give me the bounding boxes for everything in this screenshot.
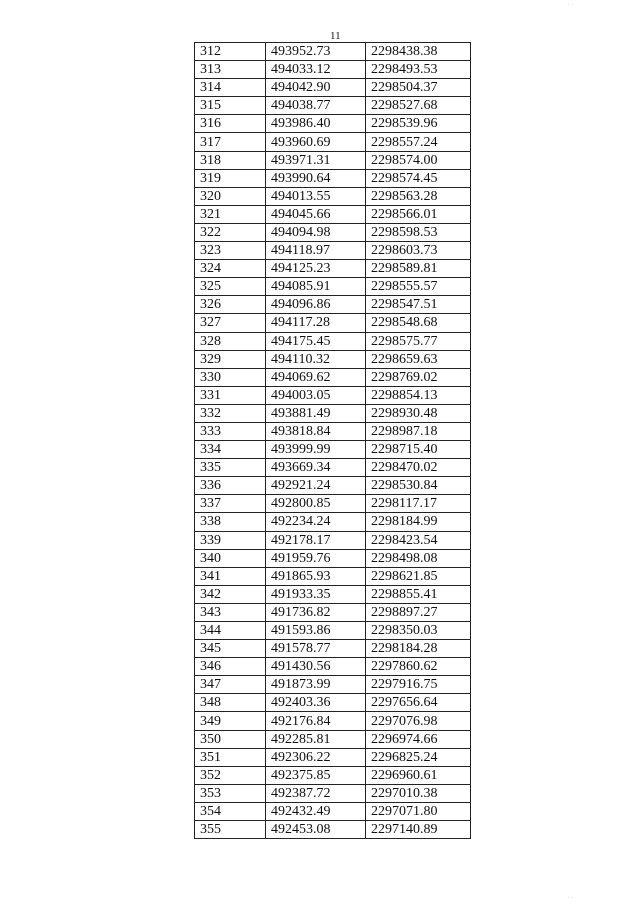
- y-coordinate-cell: 2298117.17: [366, 495, 471, 513]
- y-coordinate-cell: 2297140.89: [366, 821, 471, 839]
- y-coordinate-cell: 2296960.61: [366, 766, 471, 784]
- x-coordinate-cell: 492403.36: [266, 694, 366, 712]
- point-number-cell: 352: [195, 766, 266, 784]
- y-coordinate-cell: 2298589.81: [366, 260, 471, 278]
- x-coordinate-cell: 493669.34: [266, 459, 366, 477]
- point-number-cell: 320: [195, 187, 266, 205]
- x-coordinate-cell: 494110.32: [266, 350, 366, 368]
- point-number-cell: 348: [195, 694, 266, 712]
- table-row: [195, 585, 471, 603]
- table-row: [195, 97, 471, 115]
- table-row: [195, 459, 471, 477]
- x-coordinate-cell: 493960.69: [266, 133, 366, 151]
- x-coordinate-cell: 493881.49: [266, 404, 366, 422]
- page-number: 11: [330, 30, 341, 42]
- table-row: [195, 332, 471, 350]
- y-coordinate-cell: 2298987.18: [366, 422, 471, 440]
- y-coordinate-cell: 2298498.08: [366, 549, 471, 567]
- point-number-cell: 342: [195, 585, 266, 603]
- y-coordinate-cell: 2298897.27: [366, 603, 471, 621]
- point-number-cell: 337: [195, 495, 266, 513]
- table-row: [195, 821, 471, 839]
- point-number-cell: 329: [195, 350, 266, 368]
- point-number-cell: 333: [195, 422, 266, 440]
- x-coordinate-cell: 494125.23: [266, 260, 366, 278]
- point-number-cell: 318: [195, 151, 266, 169]
- y-coordinate-cell: 2298621.85: [366, 567, 471, 585]
- point-number-cell: 331: [195, 386, 266, 404]
- y-coordinate-cell: 2298470.02: [366, 459, 471, 477]
- y-coordinate-cell: 2298563.28: [366, 187, 471, 205]
- table-row: [195, 441, 471, 459]
- y-coordinate-cell: 2298769.02: [366, 368, 471, 386]
- y-coordinate-cell: 2298715.40: [366, 441, 471, 459]
- x-coordinate-cell: 492285.81: [266, 730, 366, 748]
- point-number-cell: 317: [195, 133, 266, 151]
- point-number-cell: 315: [195, 97, 266, 115]
- y-coordinate-cell: 2298598.53: [366, 223, 471, 241]
- y-coordinate-cell: 2298184.99: [366, 513, 471, 531]
- point-number-cell: 353: [195, 784, 266, 802]
- table-row: [195, 513, 471, 531]
- y-coordinate-cell: 2298854.13: [366, 386, 471, 404]
- table-row: [195, 368, 471, 386]
- table-row: [195, 658, 471, 676]
- point-number-cell: 327: [195, 314, 266, 332]
- x-coordinate-cell: 491959.76: [266, 549, 366, 567]
- x-coordinate-cell: 494175.45: [266, 332, 366, 350]
- y-coordinate-cell: 2297076.98: [366, 712, 471, 730]
- y-coordinate-cell: 2297860.62: [366, 658, 471, 676]
- y-coordinate-cell: 2298504.37: [366, 79, 471, 97]
- y-coordinate-cell: 2298423.54: [366, 531, 471, 549]
- x-coordinate-cell: 494033.12: [266, 61, 366, 79]
- y-coordinate-cell: 2297071.80: [366, 802, 471, 820]
- point-number-cell: 339: [195, 531, 266, 549]
- table-row: [195, 278, 471, 296]
- x-coordinate-cell: 494003.05: [266, 386, 366, 404]
- table-row: [195, 603, 471, 621]
- table-row: [195, 61, 471, 79]
- table-row: [195, 187, 471, 205]
- table-row: [195, 784, 471, 802]
- table-row: [195, 115, 471, 133]
- table-row: [195, 205, 471, 223]
- x-coordinate-cell: 493986.40: [266, 115, 366, 133]
- table-row: [195, 712, 471, 730]
- x-coordinate-cell: 492432.49: [266, 802, 366, 820]
- point-number-cell: 340: [195, 549, 266, 567]
- point-number-cell: 345: [195, 640, 266, 658]
- coordinates-table: [194, 42, 471, 839]
- y-coordinate-cell: 2298574.00: [366, 151, 471, 169]
- y-coordinate-cell: 2298350.03: [366, 622, 471, 640]
- point-number-cell: 338: [195, 513, 266, 531]
- point-number-cell: 343: [195, 603, 266, 621]
- table-row: [195, 260, 471, 278]
- x-coordinate-cell: 493818.84: [266, 422, 366, 440]
- x-coordinate-cell: 494117.28: [266, 314, 366, 332]
- x-coordinate-cell: 491593.86: [266, 622, 366, 640]
- table-row: [195, 694, 471, 712]
- x-coordinate-cell: 492387.72: [266, 784, 366, 802]
- y-coordinate-cell: 2298539.96: [366, 115, 471, 133]
- x-coordinate-cell: 493990.64: [266, 169, 366, 187]
- table-row: [195, 151, 471, 169]
- y-coordinate-cell: 2297656.64: [366, 694, 471, 712]
- y-coordinate-cell: 2298527.68: [366, 97, 471, 115]
- y-coordinate-cell: 2298566.01: [366, 205, 471, 223]
- point-number-cell: 325: [195, 278, 266, 296]
- x-coordinate-cell: 492375.85: [266, 766, 366, 784]
- table-row: [195, 386, 471, 404]
- table-row: [195, 79, 471, 97]
- table-row: [195, 477, 471, 495]
- x-coordinate-cell: 491873.99: [266, 676, 366, 694]
- x-coordinate-cell: 492234.24: [266, 513, 366, 531]
- y-coordinate-cell: 2297916.75: [366, 676, 471, 694]
- point-number-cell: 323: [195, 242, 266, 260]
- table-row: [195, 422, 471, 440]
- point-number-cell: 335: [195, 459, 266, 477]
- table-row: [195, 223, 471, 241]
- point-number-cell: 332: [195, 404, 266, 422]
- table-row: [195, 242, 471, 260]
- table-row: [195, 296, 471, 314]
- x-coordinate-cell: 491736.82: [266, 603, 366, 621]
- y-coordinate-cell: 2298438.38: [366, 43, 471, 61]
- point-number-cell: 312: [195, 43, 266, 61]
- x-coordinate-cell: 491933.35: [266, 585, 366, 603]
- y-coordinate-cell: 2298555.57: [366, 278, 471, 296]
- point-number-cell: 349: [195, 712, 266, 730]
- y-coordinate-cell: 2298930.48: [366, 404, 471, 422]
- point-number-cell: 313: [195, 61, 266, 79]
- point-number-cell: 326: [195, 296, 266, 314]
- table-row: [195, 802, 471, 820]
- y-coordinate-cell: 2298574.45: [366, 169, 471, 187]
- x-coordinate-cell: 491865.93: [266, 567, 366, 585]
- y-coordinate-cell: 2298603.73: [366, 242, 471, 260]
- point-number-cell: 321: [195, 205, 266, 223]
- table-row: [195, 549, 471, 567]
- y-coordinate-cell: 2298493.53: [366, 61, 471, 79]
- y-coordinate-cell: 2298575.77: [366, 332, 471, 350]
- point-number-cell: 350: [195, 730, 266, 748]
- point-number-cell: 346: [195, 658, 266, 676]
- x-coordinate-cell: 494085.91: [266, 278, 366, 296]
- table-row: [195, 404, 471, 422]
- point-number-cell: 322: [195, 223, 266, 241]
- y-coordinate-cell: 2296974.66: [366, 730, 471, 748]
- table-row: [195, 748, 471, 766]
- table-row: [195, 766, 471, 784]
- point-number-cell: 354: [195, 802, 266, 820]
- x-coordinate-cell: 493952.73: [266, 43, 366, 61]
- x-coordinate-cell: 493971.31: [266, 151, 366, 169]
- x-coordinate-cell: 494042.90: [266, 79, 366, 97]
- table-row: [195, 314, 471, 332]
- point-number-cell: 334: [195, 441, 266, 459]
- x-coordinate-cell: 493999.99: [266, 441, 366, 459]
- table-row: [195, 169, 471, 187]
- y-coordinate-cell: 2296825.24: [366, 748, 471, 766]
- table-row: [195, 676, 471, 694]
- point-number-cell: 319: [195, 169, 266, 187]
- x-coordinate-cell: 491430.56: [266, 658, 366, 676]
- y-coordinate-cell: 2298547.51: [366, 296, 471, 314]
- y-coordinate-cell: 2298548.68: [366, 314, 471, 332]
- y-coordinate-cell: 2298855.41: [366, 585, 471, 603]
- point-number-cell: 341: [195, 567, 266, 585]
- point-number-cell: 344: [195, 622, 266, 640]
- x-coordinate-cell: 492921.24: [266, 477, 366, 495]
- point-number-cell: 324: [195, 260, 266, 278]
- point-number-cell: 314: [195, 79, 266, 97]
- coordinates-table-body: [195, 43, 471, 839]
- y-coordinate-cell: 2298557.24: [366, 133, 471, 151]
- x-coordinate-cell: 494094.98: [266, 223, 366, 241]
- table-row: [195, 43, 471, 61]
- x-coordinate-cell: 494045.66: [266, 205, 366, 223]
- x-coordinate-cell: 494096.86: [266, 296, 366, 314]
- point-number-cell: 336: [195, 477, 266, 495]
- y-coordinate-cell: 2298184.28: [366, 640, 471, 658]
- point-number-cell: 316: [195, 115, 266, 133]
- x-coordinate-cell: 491578.77: [266, 640, 366, 658]
- x-coordinate-cell: 492800.85: [266, 495, 366, 513]
- y-coordinate-cell: 2298659.63: [366, 350, 471, 368]
- x-coordinate-cell: 492306.22: [266, 748, 366, 766]
- scan-mark-top: · ·: [568, 2, 574, 8]
- point-number-cell: 328: [195, 332, 266, 350]
- table-row: [195, 730, 471, 748]
- x-coordinate-cell: 494069.62: [266, 368, 366, 386]
- x-coordinate-cell: 494013.55: [266, 187, 366, 205]
- point-number-cell: 347: [195, 676, 266, 694]
- y-coordinate-cell: 2298530.84: [366, 477, 471, 495]
- table-row: [195, 567, 471, 585]
- point-number-cell: 355: [195, 821, 266, 839]
- point-number-cell: 330: [195, 368, 266, 386]
- x-coordinate-cell: 492453.08: [266, 821, 366, 839]
- x-coordinate-cell: 494118.97: [266, 242, 366, 260]
- y-coordinate-cell: 2297010.38: [366, 784, 471, 802]
- x-coordinate-cell: 492176.84: [266, 712, 366, 730]
- table-row: [195, 640, 471, 658]
- table-row: [195, 133, 471, 151]
- table-row: [195, 495, 471, 513]
- table-row: [195, 531, 471, 549]
- table-row: [195, 622, 471, 640]
- table-row: [195, 350, 471, 368]
- scan-mark-bottom: · ·: [568, 895, 574, 901]
- x-coordinate-cell: 494038.77: [266, 97, 366, 115]
- x-coordinate-cell: 492178.17: [266, 531, 366, 549]
- point-number-cell: 351: [195, 748, 266, 766]
